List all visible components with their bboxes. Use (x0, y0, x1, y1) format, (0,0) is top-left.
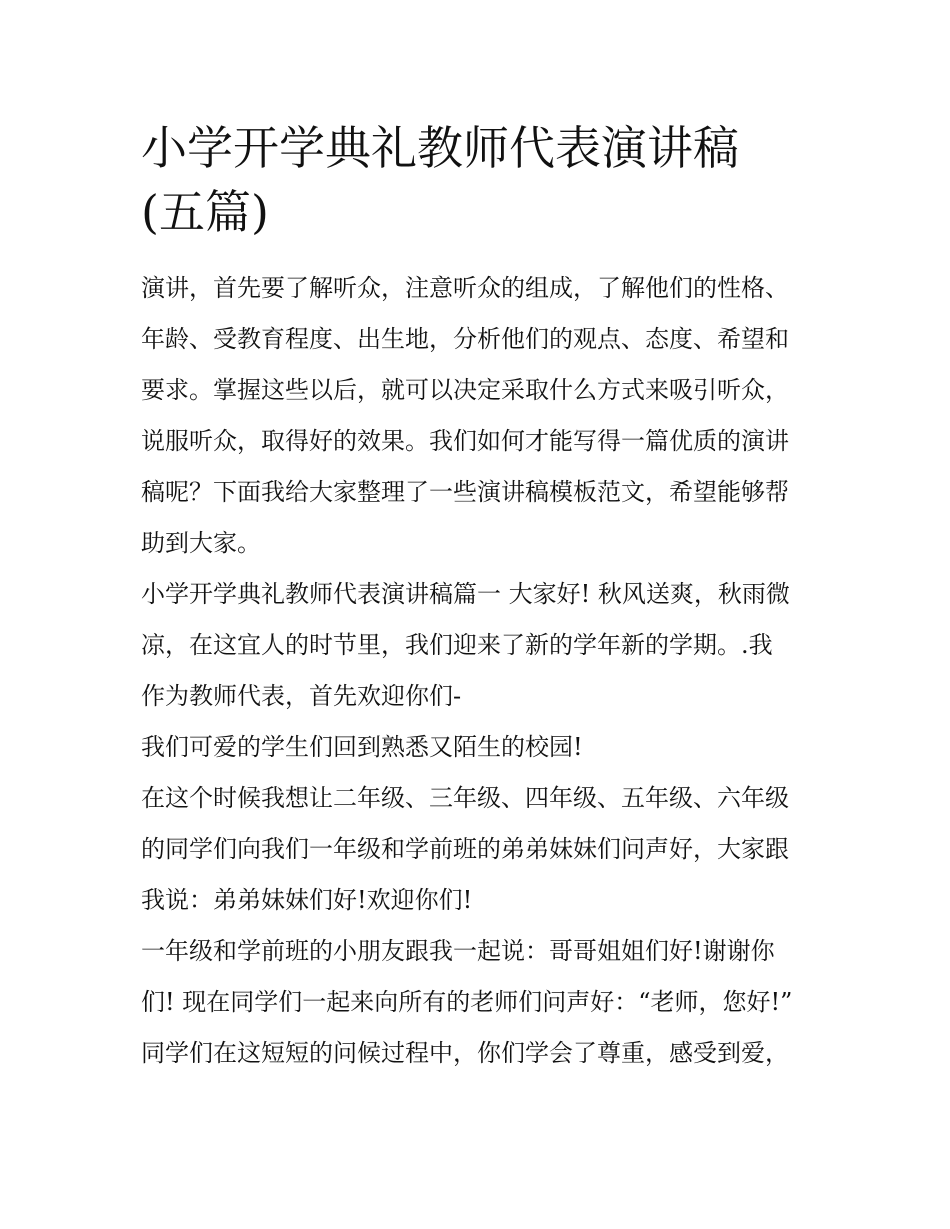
title-line-1: 小学开学典礼教师代表演讲稿 (141, 121, 739, 175)
text-line: 同学们在这短短的问候过程中，你们学会了尊重，感受到爱， (141, 1039, 789, 1067)
text-line: 一年级和学前班的小朋友跟我一起说：哥哥姐姐们好!谢谢你 (141, 937, 775, 965)
text-line: 说服听众，取得好的效果。我们如何才能写得一篇优质的演讲 (141, 427, 789, 455)
text-line: 我们可爱的学生们回到熟悉又陌生的校园! (141, 733, 583, 761)
text-line: 们! 现在同学们一起来向所有的老师们问声好：“老师，您好!” (141, 988, 793, 1016)
document-content (141, 116, 813, 1079)
text-line: 的同学们向我们一年级和学前班的弟弟妹妹们问声好，大家跟 (141, 835, 789, 863)
document-body (141, 263, 813, 1079)
text-line: 凉，在这宜人的时节里，我们迎来了新的学年新的学期。.我 (141, 631, 773, 659)
text-line: 年龄、受教育程度、出生地，分析他们的观点、态度、希望和 (141, 325, 789, 353)
text-line: 作为教师代表，首先欢迎你们- (141, 682, 462, 710)
text-line: 演讲，首先要了解听众，注意听众的组成，了解他们的性格、 (141, 274, 789, 302)
text-line: 小学开学典礼教师代表演讲稿篇一 大家好! 秋风送爽，秋雨微 (141, 580, 790, 608)
text-line: 我说：弟弟妹妹们好!欢迎你们! (141, 886, 473, 914)
title-line-2: (五篇) (141, 185, 269, 239)
document-title (141, 116, 813, 244)
text-line: 要求。掌握这些以后，就可以决定采取什么方式来吸引听众， (141, 376, 789, 404)
text-line: 在这个时候我想让二年级、三年级、四年级、五年级、六年级 (141, 784, 789, 812)
text-line: 助到大家。 (141, 529, 261, 557)
text-line: 稿呢？下面我给大家整理了一些演讲稿模板范文，希望能够帮 (141, 478, 789, 506)
